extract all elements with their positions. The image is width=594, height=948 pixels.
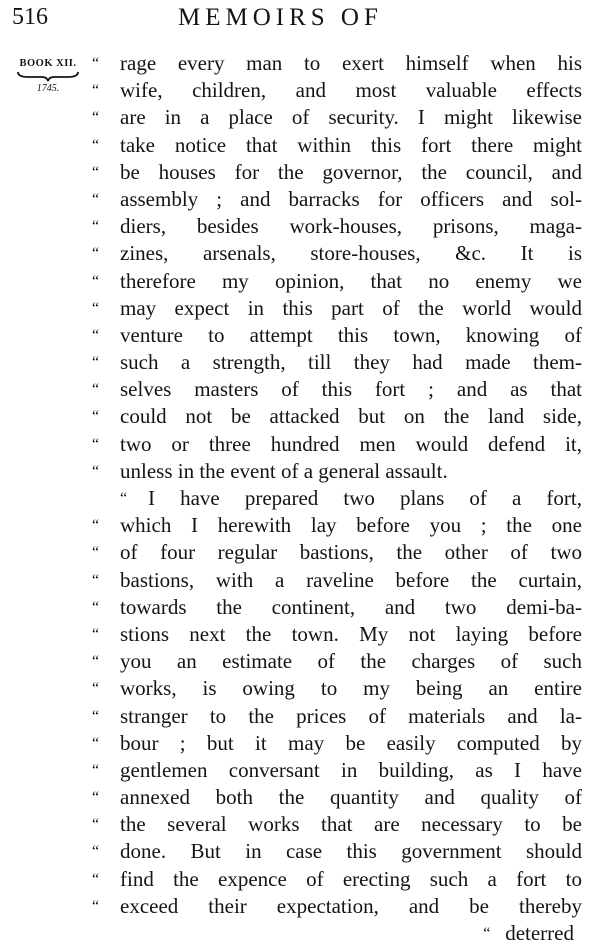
catchword: deterred xyxy=(505,921,574,945)
catchword-line xyxy=(92,920,582,947)
quote-mark: “ xyxy=(92,109,100,127)
quote-mark: “ xyxy=(92,55,100,72)
text-line xyxy=(92,512,582,539)
brace-icon xyxy=(16,70,80,82)
line-text: selves masters of this fort ; and as that xyxy=(120,377,582,402)
quote-mark: “ xyxy=(92,245,100,263)
text-line xyxy=(92,376,582,403)
quote-mark: “ xyxy=(92,897,100,915)
line-text: works, is owing to my being an entire xyxy=(120,676,582,701)
text-line xyxy=(92,485,582,512)
text-line xyxy=(92,621,582,648)
quote-mark: “ xyxy=(92,707,100,725)
text-line xyxy=(92,213,582,240)
running-head: MEMOIRS OF xyxy=(178,4,383,31)
text-line xyxy=(92,811,582,838)
quote-mark: “ xyxy=(92,136,100,154)
quote-mark: “ xyxy=(92,734,100,752)
line-text: find the expence of erecting such a fort to xyxy=(120,866,582,891)
line-text: wife, children, and most valuable effects xyxy=(120,78,582,103)
quote-mark: “ xyxy=(92,653,100,671)
quote-mark: “ xyxy=(92,761,100,779)
quote-mark: “ xyxy=(92,272,100,290)
text-line xyxy=(92,186,582,213)
quote-mark: “ xyxy=(120,490,128,507)
text-line xyxy=(92,132,582,159)
text-line xyxy=(92,539,582,566)
line-text: towards the continent, and two demi-ba- xyxy=(120,594,582,619)
quote-mark: “ xyxy=(92,517,100,535)
margin-year: 1745. xyxy=(36,83,60,94)
line-text: gentlemen conversant in building, as I have xyxy=(120,757,582,782)
quote-mark: “ xyxy=(92,843,100,861)
text-line xyxy=(92,322,582,349)
text-line xyxy=(92,104,582,131)
line-text: I have prepared two plans of a fort, xyxy=(148,486,582,510)
line-text: rage every man to exert himself when his xyxy=(120,51,582,75)
text-line xyxy=(92,703,582,730)
text-line xyxy=(92,268,582,295)
text-line xyxy=(92,567,582,594)
line-text: bastions, with a raveline before the curtain, xyxy=(120,567,582,592)
line-text: exceed their expectation, and be thereby xyxy=(120,893,582,918)
line-text: assembly ; and barracks for officers and sol- xyxy=(120,186,582,211)
quote-mark: “ xyxy=(483,925,491,942)
quote-mark: “ xyxy=(92,354,100,372)
quote-mark: “ xyxy=(92,571,100,589)
line-text: stranger to the prices of materials and la- xyxy=(120,703,582,728)
line-text: which I herewith lay before you ; the one xyxy=(120,513,582,538)
line-text: two or three hundred men would defend it, xyxy=(120,431,582,456)
line-text: unless in the event of a general assault. xyxy=(120,458,448,483)
quote-mark: “ xyxy=(92,435,100,453)
line-text: stions next the town. My not laying before xyxy=(120,621,582,646)
line-text: annexed both the quantity and quality of xyxy=(120,785,582,810)
text-line xyxy=(92,648,582,675)
paragraph-indent xyxy=(92,485,120,512)
text-line xyxy=(92,240,582,267)
text-line xyxy=(92,757,582,784)
quote-mark: “ xyxy=(92,598,100,616)
text-line xyxy=(92,159,582,186)
quote-mark: “ xyxy=(92,381,100,399)
line-text: venture to attempt this town, knowing of xyxy=(120,322,582,347)
text-line xyxy=(92,295,582,322)
text-line xyxy=(92,50,582,77)
text-line xyxy=(92,403,582,430)
text-line xyxy=(92,838,582,865)
line-text: take notice that within this fort there might xyxy=(120,132,582,157)
quote-mark: “ xyxy=(92,408,100,426)
text-line xyxy=(92,594,582,621)
text-line xyxy=(92,675,582,702)
line-text: such a strength, till they had made them- xyxy=(120,350,582,375)
page-number: 516 xyxy=(12,4,48,30)
text-line xyxy=(92,77,582,104)
line-text: of four regular bastions, the other of two xyxy=(120,540,582,565)
margin-note xyxy=(6,58,90,94)
line-text: done. But in case this government should xyxy=(120,839,582,864)
quote-mark: “ xyxy=(92,462,100,480)
quote-mark: “ xyxy=(92,190,100,208)
line-text: bour ; but it may be easily computed by xyxy=(120,730,582,755)
text-line xyxy=(92,458,582,485)
quote-mark: “ xyxy=(92,299,100,317)
text-line xyxy=(92,349,582,376)
quote-mark: “ xyxy=(92,789,100,807)
line-text: may expect in this part of the world would xyxy=(120,295,582,320)
quote-mark: “ xyxy=(92,218,100,236)
quote-mark: “ xyxy=(92,163,100,181)
quote-mark: “ xyxy=(92,680,100,698)
text-line xyxy=(92,893,582,920)
text-line xyxy=(92,866,582,893)
quote-mark: “ xyxy=(92,326,100,344)
text-column xyxy=(92,50,582,947)
text-line xyxy=(92,730,582,757)
line-text: be houses for the governor, the council, and xyxy=(120,159,582,184)
line-text: zines, arsenals, store-houses, &c. It is xyxy=(120,241,582,266)
text-line xyxy=(92,431,582,458)
quote-mark: “ xyxy=(92,82,100,100)
line-text: you an estimate of the charges of such xyxy=(120,649,582,674)
text-line xyxy=(92,784,582,811)
quote-mark: “ xyxy=(92,625,100,643)
line-text: could not be attacked but on the land side, xyxy=(120,404,582,429)
quote-mark: “ xyxy=(92,870,100,888)
line-text: are in a place of security. I might likewise xyxy=(120,105,582,130)
line-text: the several works that are necessary to be xyxy=(120,812,582,837)
line-text: therefore my opinion, that no enemy we xyxy=(120,268,582,293)
book-label: BOOK XII. xyxy=(19,58,77,69)
quote-mark: “ xyxy=(92,544,100,562)
quote-mark: “ xyxy=(92,816,100,834)
line-text: diers, besides work-houses, prisons, maga- xyxy=(120,214,582,239)
